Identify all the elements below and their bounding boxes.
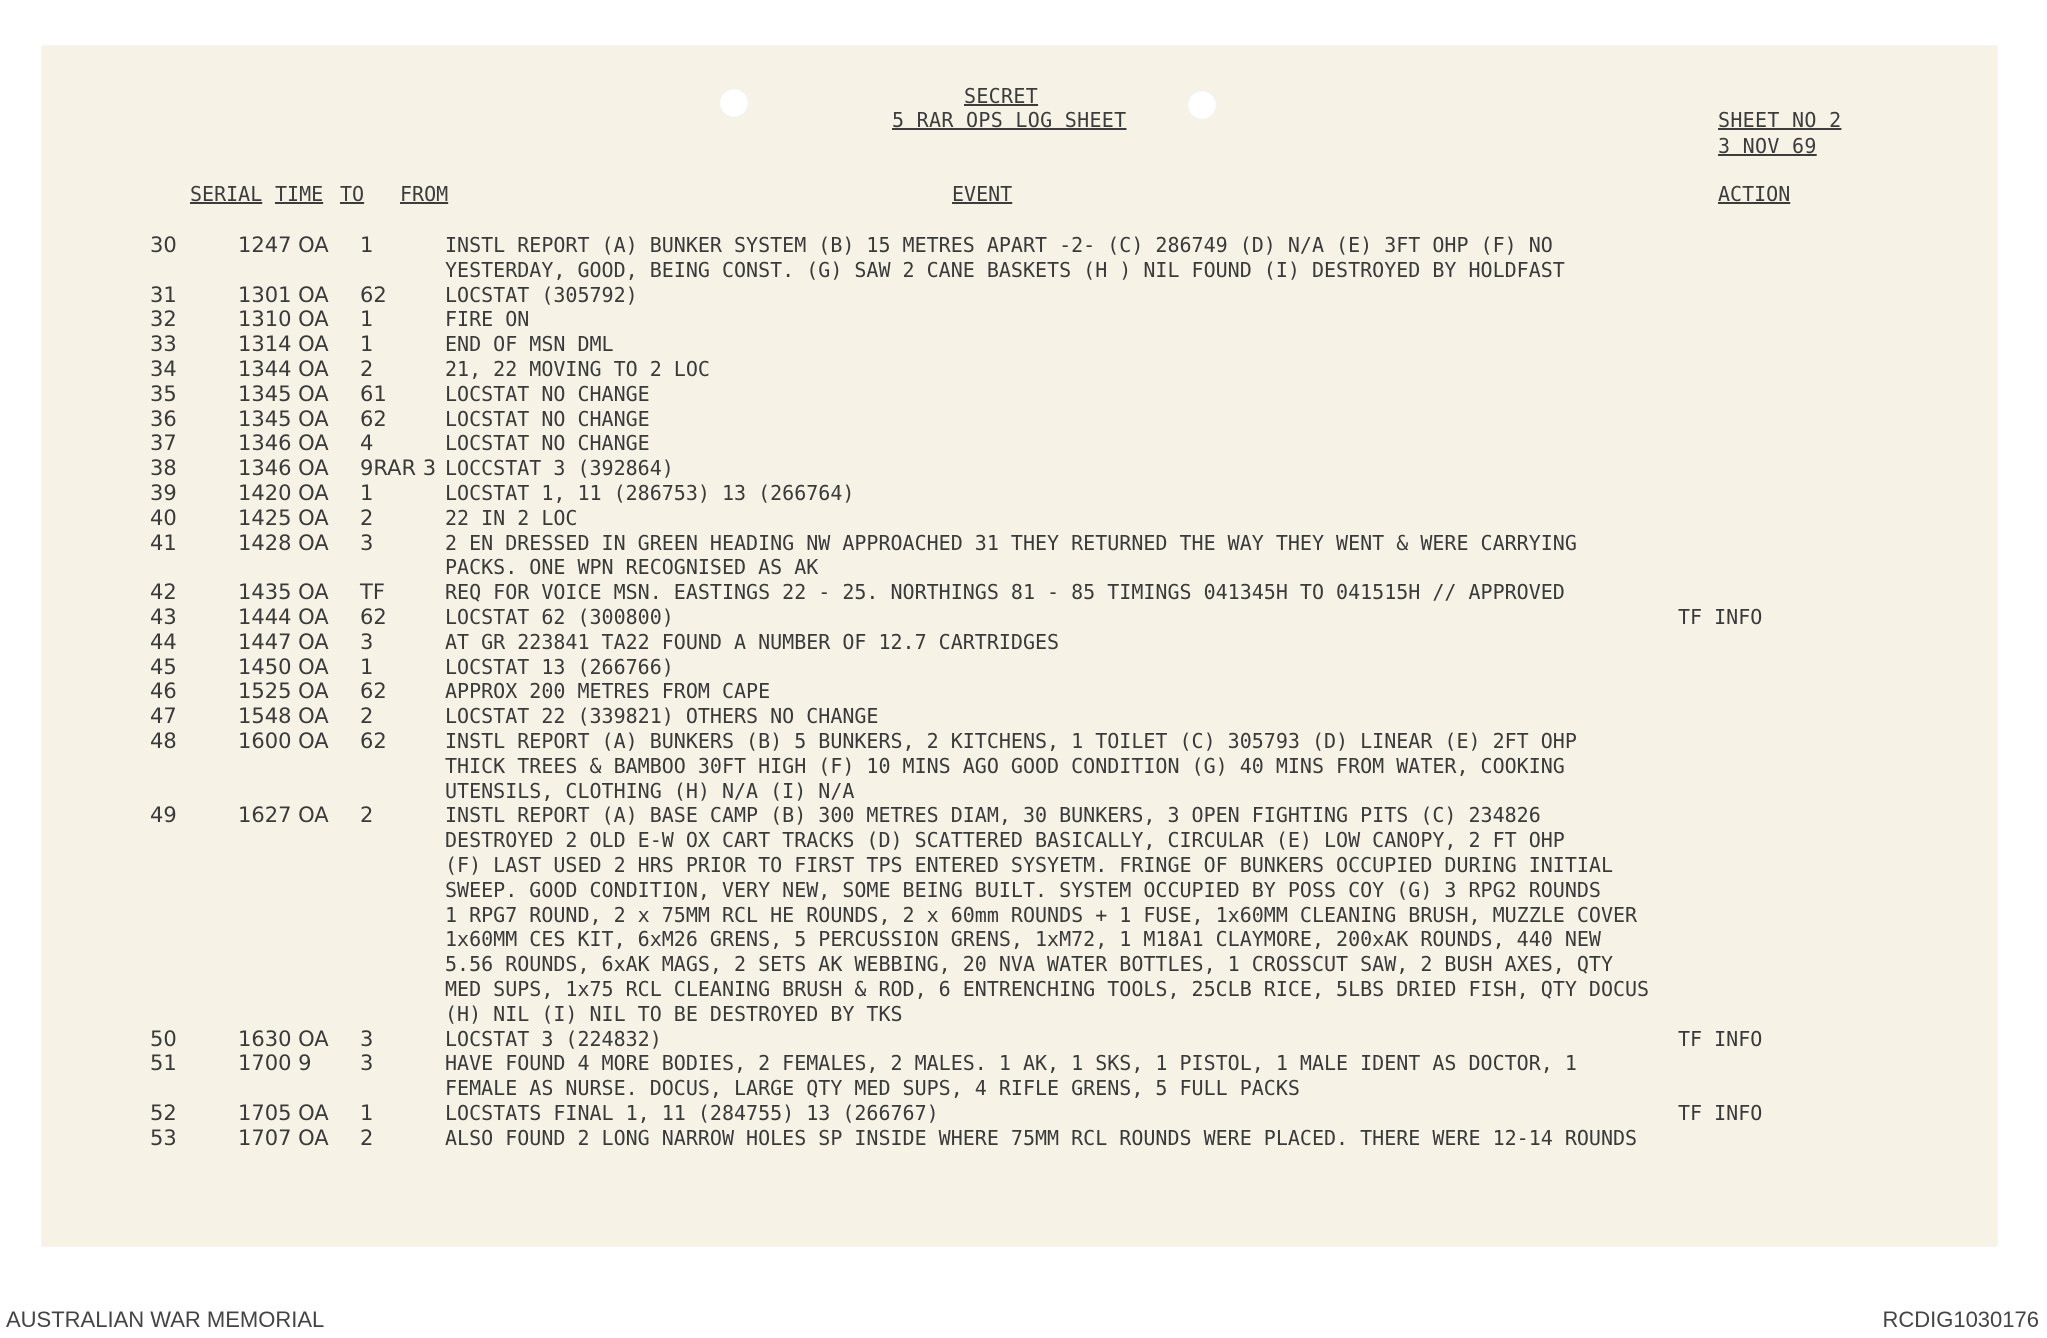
row-serial: 40 [150,505,177,530]
punch-hole-right [1187,90,1217,120]
row-event-line: 21, 22 MOVING TO 2 LOC [445,357,710,381]
row-event-line: FEMALE AS NURSE. DOCUS, LARGE QTY MED SUPS, 4 RIFLE GRENS, 5 FULL PACKS [445,1076,1300,1101]
row-event [445,456,674,481]
row-event [445,679,770,704]
column-header-time: TIME [275,182,324,206]
row-event-line: LOCSTAT 62 (300800) [445,605,674,629]
row-event [445,506,577,531]
row-action: TF INFO [1678,605,1763,629]
row-from: 62 [360,282,387,307]
row-from: 3 [360,530,374,555]
row-event [445,655,674,680]
row-serial: 43 [150,605,177,629]
row-from: 1 [360,233,374,257]
row-event [445,332,614,357]
row-serial: 38 [150,456,177,481]
row-serial: 30 [150,233,177,257]
row-time: 1450 OA [238,654,329,679]
row-serial: 46 [150,679,177,704]
row-time: 1630 OA [238,1026,329,1051]
row-serial: 49 [150,803,177,828]
row-event-line: (F) LAST USED 2 HRS PRIOR TO FIRST TPS ENTERED SYSYETM. FRINGE OF BUNKERS OCCUPIED DURING INITIAL [445,852,1613,877]
row-from: 2 [360,505,374,530]
row-serial: 47 [150,704,177,729]
row-event-line: (H) NIL (I) NIL TO BE DESTROYED BY TKS [445,1001,903,1026]
row-time: 1346 OA [238,456,329,481]
column-header-serial: SERIAL [190,182,263,206]
row-event-line: 1 RPG7 ROUND, 2 x 75MM RCL HE ROUNDS, 2 x 60mm ROUNDS + 1 FUSE, 1x60MM CLEANING BRUSH, MUZZLE COVER [445,902,1638,927]
row-event [445,630,1059,655]
row-serial: 39 [150,481,177,505]
row-time: 1447 OA [238,629,329,654]
row-serial: 37 [150,431,177,456]
row-time: 1345 OA [238,381,329,406]
row-event [445,1027,662,1052]
row-event [445,803,1649,1026]
punch-hole-left [719,88,749,118]
column-header-to: TO [340,182,365,206]
row-event-line: 1x60MM CES KIT, 6xM26 GRENS, 5 PERCUSSION GRENS, 1xM72, 1 M18A1 CLAYMORE, 200xAK ROUNDS, 440 NEW [445,927,1601,952]
row-event [445,1126,1637,1151]
row-serial: 36 [150,406,177,431]
row-event-line: LOCSTAT 1, 11 (286753) 13 (266764) [445,481,855,505]
row-serial: 52 [150,1101,177,1125]
row-event-line: LOCSTAT NO CHANGE [445,381,650,406]
row-time: 1428 OA [238,530,329,555]
row-event-line: FIRE ON [445,307,530,332]
row-event-line: PACKS. ONE WPN RECOGNISED AS AK [445,555,819,580]
row-from: 1 [360,307,374,332]
row-event-line: REQ FOR VOICE MSN. EASTINGS 22 - 25. NORTHINGS 81 - 85 TIMINGS 041345H TO 041515H // APPROVED [445,580,1565,605]
row-event [445,1051,1577,1101]
row-serial: 48 [150,729,177,753]
row-time: 1435 OA [238,580,329,605]
row-event-line: LOCSTAT NO CHANGE [445,431,650,456]
row-event [445,481,854,506]
row-action: TF INFO [1678,1101,1763,1125]
row-event-line: AT GR 223841 TA22 FOUND A NUMBER OF 12.7 CARTRIDGES [445,629,1060,654]
row-serial: 34 [150,357,177,381]
row-event-line: INSTL REPORT (A) BUNKERS (B) 5 BUNKERS, 2 KITCHENS, 1 TOILET (C) 305793 (D) LINEAR (E) 2FT OHP [445,729,1577,753]
row-event [445,431,650,456]
column-header-event: EVENT [952,182,1013,206]
row-from: 9RAR 3 [360,456,437,481]
row-time: 1247 OA [238,233,329,257]
row-from: 1 [360,654,374,679]
row-from: 1 [360,332,374,357]
row-from: 3 [360,1051,374,1076]
row-from: TF [360,580,385,605]
row-event-line: 2 EN DRESSED IN GREEN HEADING NW APPROACHED 31 THEY RETURNED THE WAY THEY WENT & WERE CARRYING [445,530,1577,555]
row-from: 4 [360,431,374,456]
row-event-line: YESTERDAY, GOOD, BEING CONST. (G) SAW 2 CANE BASKETS (H ) NIL FOUND (I) DESTROYED BY HOLDFAST [445,257,1565,282]
row-event [445,307,529,332]
row-event-line: LOCSTAT (305792) [445,282,638,307]
row-from: 61 [360,381,387,406]
column-header-from: FROM [400,182,449,206]
row-event-line: DESTROYED 2 OLD E-W OX CART TRACKS (D) SCATTERED BASICALLY, CIRCULAR (E) LOW CANOPY, 2 FT OHP [445,828,1565,853]
row-event-line: 5.56 ROUNDS, 6xAK MAGS, 2 SETS AK WEBBING, 20 NVA WATER BOTTLES, 1 CROSSCUT SAW, 2 BUSH AXES, QTY [445,952,1613,977]
row-from: 2 [360,1125,374,1150]
row-event-line: THICK TREES & BAMBOO 30FT HIGH (F) 10 MINS AGO GOOD CONDITION (G) 40 MINS FROM WATER, COOKING [445,753,1565,778]
row-event [445,605,674,630]
row-action: TF INFO [1678,1026,1763,1051]
sheet-number: SHEET NO 2 [1718,108,1842,132]
column-header-action: ACTION [1718,182,1791,206]
row-from: 1 [360,1101,374,1125]
row-from: 2 [360,704,374,729]
row-event-line: SWEEP. GOOD CONDITION, VERY NEW, SOME BEING BUILT. SYSTEM OCCUPIED BY POSS COY (G) 3 RPG2 ROUNDS [445,877,1601,902]
row-from: 62 [360,605,387,629]
footer-institution: AUSTRALIAN WAR MEMORIAL [6,1307,325,1332]
row-serial: 33 [150,332,177,357]
row-event [445,1101,939,1126]
row-serial: 53 [150,1125,177,1150]
row-event [445,357,710,382]
row-event [445,283,638,308]
row-event [445,729,1577,803]
row-serial: 44 [150,629,177,654]
row-time: 1345 OA [238,406,329,431]
row-from: 2 [360,803,374,828]
row-serial: 35 [150,381,177,406]
row-event [445,407,650,432]
row-event-line: INSTL REPORT (A) BUNKER SYSTEM (B) 15 METRES APART -2- (C) 286749 (D) N/A (E) 3FT OHP (F) NO [445,233,1553,257]
row-event-line: LOCSTAT 22 (339821) OTHERS NO CHANGE [445,704,879,729]
row-event [445,704,878,729]
row-event-line: INSTL REPORT (A) BASE CAMP (B) 300 METRES DIAM, 30 BUNKERS, 3 OPEN FIGHTING PITS (C) 234826 [445,803,1541,828]
row-time: 1700 9 [238,1051,312,1076]
row-event-line: MED SUPS, 1x75 RCL CLEANING BRUSH & ROD, 6 ENTRENCHING TOOLS, 25CLB RICE, 5LBS DRIED FISH, QTY DOCUS [445,976,1650,1001]
row-serial: 32 [150,307,177,332]
row-time: 1310 OA [238,307,329,332]
row-time: 1301 OA [238,282,329,307]
row-event-line: LOCCSTAT 3 (392864) [445,456,674,481]
row-time: 1344 OA [238,357,329,381]
row-time: 1420 OA [238,481,329,505]
row-from: 2 [360,357,374,381]
row-event-line: LOCSTAT NO CHANGE [445,406,650,431]
row-from: 62 [360,679,387,704]
row-event-line: ALSO FOUND 2 LONG NARROW HOLES SP INSIDE WHERE 75MM RCL ROUNDS WERE PLACED. THERE WERE 12-14 ROUNDS [445,1125,1638,1150]
row-from: 62 [360,406,387,431]
row-event [445,382,650,407]
footer-record-id: RCDIG1030176 [1882,1307,2039,1332]
row-event-line: LOCSTATS FINAL 1, 11 (284755) 13 (266767) [445,1101,939,1125]
row-from: 3 [360,629,374,654]
row-event-line: LOCSTAT 13 (266766) [445,654,674,679]
row-time: 1425 OA [238,505,329,530]
row-event-line: APPROX 200 METRES FROM CAPE [445,679,771,704]
row-time: 1525 OA [238,679,329,704]
row-serial: 45 [150,654,177,679]
row-time: 1707 OA [238,1125,329,1150]
sheet-date: 3 NOV 69 [1718,134,1817,158]
row-event-line: UTENSILS, CLOTHING (H) N/A (I) N/A [445,778,855,803]
row-time: 1444 OA [238,605,329,629]
row-serial: 42 [150,580,177,605]
row-serial: 41 [150,530,177,555]
row-event-line: HAVE FOUND 4 MORE BODIES, 2 FEMALES, 2 MALES. 1 AK, 1 SKS, 1 PISTOL, 1 MALE IDENT AS DOCTOR, 1 [445,1051,1577,1076]
row-from: 3 [360,1026,374,1051]
row-time: 1548 OA [238,704,329,729]
row-event [445,580,1565,605]
row-serial: 31 [150,282,177,307]
row-event-line: LOCSTAT 3 (224832) [445,1026,662,1051]
row-from: 62 [360,729,387,753]
row-time: 1314 OA [238,332,329,357]
row-serial: 51 [150,1051,177,1076]
row-time: 1627 OA [238,803,329,828]
classification-header: SECRET [964,84,1039,108]
row-from: 1 [360,481,374,505]
row-event-line: 22 IN 2 LOC [445,505,578,530]
row-time: 1346 OA [238,431,329,456]
row-serial: 50 [150,1026,177,1051]
row-event-line: END OF MSN DML [445,332,614,357]
row-event [445,233,1565,283]
row-event [445,531,1577,581]
row-time: 1705 OA [238,1101,329,1125]
document-title: 5 RAR OPS LOG SHEET [892,108,1127,132]
row-time: 1600 OA [238,729,329,753]
